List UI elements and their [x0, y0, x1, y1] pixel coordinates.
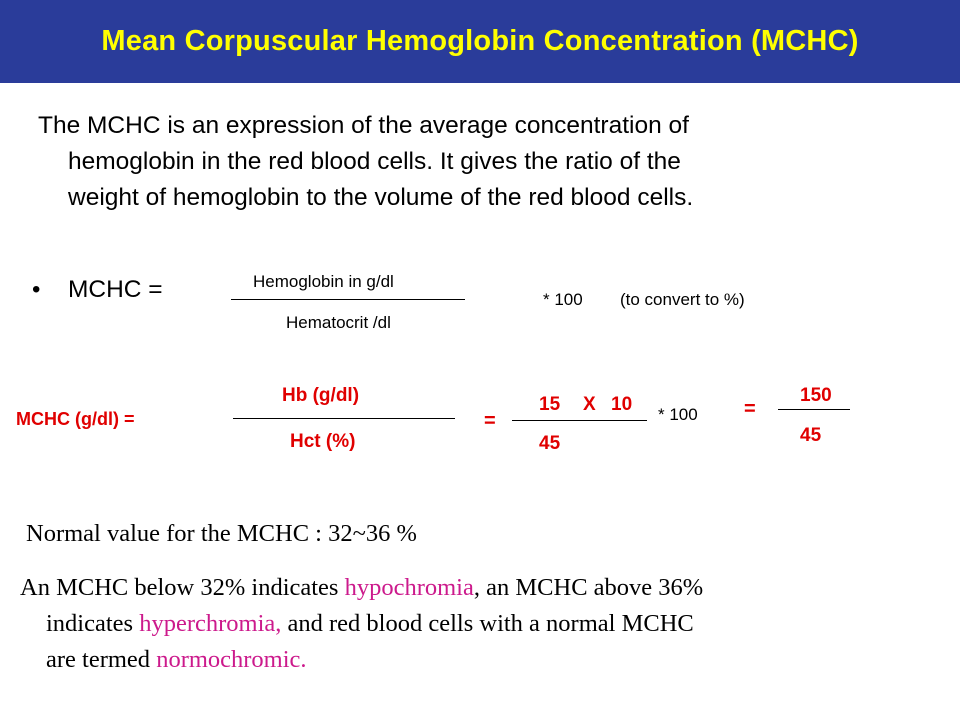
formula-numerator: Hemoglobin in g/dl [253, 272, 394, 291]
example-numerator-2b: 10 [611, 394, 633, 415]
example-numerator: Hb (g/dl) [282, 385, 360, 406]
example-denominator: Hct (%) [290, 431, 356, 452]
intro-paragraph [38, 108, 938, 216]
summary-line-1 [20, 570, 940, 606]
formula-note: (to convert to %) [620, 290, 745, 309]
formula-lhs: MCHC = [68, 276, 163, 303]
summary-text-5: are termed [46, 646, 157, 673]
normal-value-text: Normal value for the MCHC : 32~36 % [26, 520, 417, 547]
formula-multiplier: * 100 [543, 290, 583, 309]
example-denominator-3: 45 [800, 425, 822, 446]
intro-line-3: weight of hemoglobin to the volume of the red blood cells. [68, 184, 694, 211]
summary-text-3: indicates [46, 610, 140, 637]
term-hypochromia: hypochromia [344, 574, 474, 601]
summary-line-3 [20, 642, 940, 678]
example-lhs: MCHC (g/dl) = [16, 409, 135, 429]
formula-fraction-bar [231, 299, 465, 300]
summary-line-2 [20, 606, 940, 642]
intro-line-2: hemoglobin in the red blood cells. It gives the ratio of the [68, 148, 681, 175]
example-equals-2: = [744, 398, 756, 420]
example-multiplier: * 100 [658, 405, 698, 424]
intro-line-1: The MCHC is an expression of the average concentration of [38, 112, 689, 139]
example-fraction-bar-3 [778, 409, 850, 410]
example-times: X [583, 394, 596, 415]
summary-text-1: An MCHC below 32% indicates [20, 574, 345, 601]
example-numerator-3: 150 [800, 385, 832, 406]
slide-title: Mean Corpuscular Hemoglobin Concentration (MCHC) [101, 25, 859, 57]
example-numerator-2a: 15 [539, 394, 561, 415]
term-hyperchromia: hyperchromia, [139, 610, 282, 637]
bullet: • [32, 276, 41, 303]
summary-text-4: and red blood cells with a normal MCHC [281, 610, 694, 637]
formula-denominator: Hematocrit /dl [286, 313, 391, 332]
summary-paragraph [20, 570, 940, 678]
term-normochromic: normochromic. [156, 646, 307, 673]
example-equals-1: = [484, 410, 496, 432]
example-fraction-bar-2 [512, 420, 647, 421]
example-fraction-bar [233, 418, 455, 419]
summary-text-2: , an MCHC above 36% [473, 574, 704, 601]
example-denominator-2: 45 [539, 433, 561, 454]
